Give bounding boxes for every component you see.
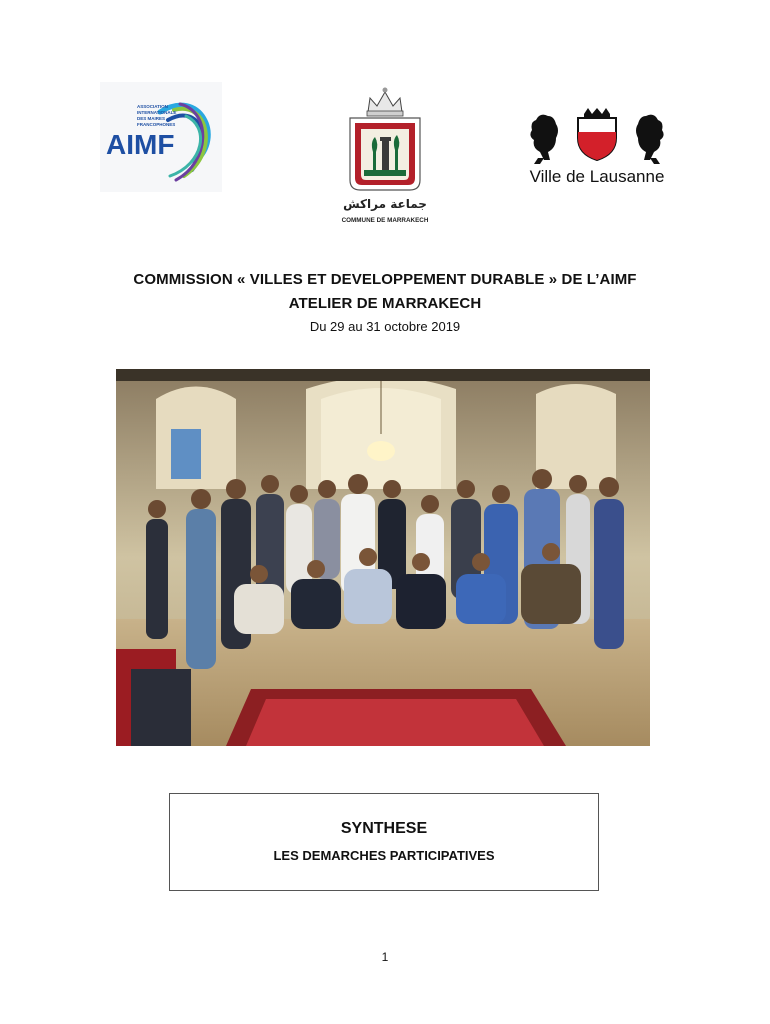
marrakech-caption: COMMUNE DE MARRAKECH [341,217,429,224]
marrakech-arabic-name: جماعة مراكش [343,197,427,211]
lion-right-icon [636,115,664,164]
group-photo [116,369,650,746]
aimf-wordmark: AIMF [106,129,175,160]
lausanne-shield-icon [578,108,616,160]
lausanne-logo [518,108,676,192]
workshop-title: ATELIER DE MARRAKECH [288,295,482,312]
aimf-tagline-3: DES MAIRES [137,116,166,121]
page-number: 1 [381,950,389,964]
aimf-tagline-1: ASSOCIATION [137,104,168,109]
aimf-logo [100,82,222,192]
lausanne-caption: Ville de Lausanne [529,167,665,186]
aimf-tagline-4: FRANCOPHONES [137,122,176,127]
event-dates: Du 29 au 31 octobre 2019 [309,319,461,334]
synthesis-title: SYNTHESE [340,820,428,837]
crown-icon [367,88,403,117]
marrakech-coat-of-arms [340,82,430,228]
synthesis-subtitle: LES DEMARCHES PARTICIPATIVES [273,848,495,863]
commission-title: COMMISSION « VILLES ET DEVELOPPEMENT DURABLE » DE L’AIMF [133,271,637,288]
synthesis-box [169,793,599,891]
aimf-tagline-2: INTERNATIONALE [137,110,177,115]
lion-left-icon [530,115,558,164]
